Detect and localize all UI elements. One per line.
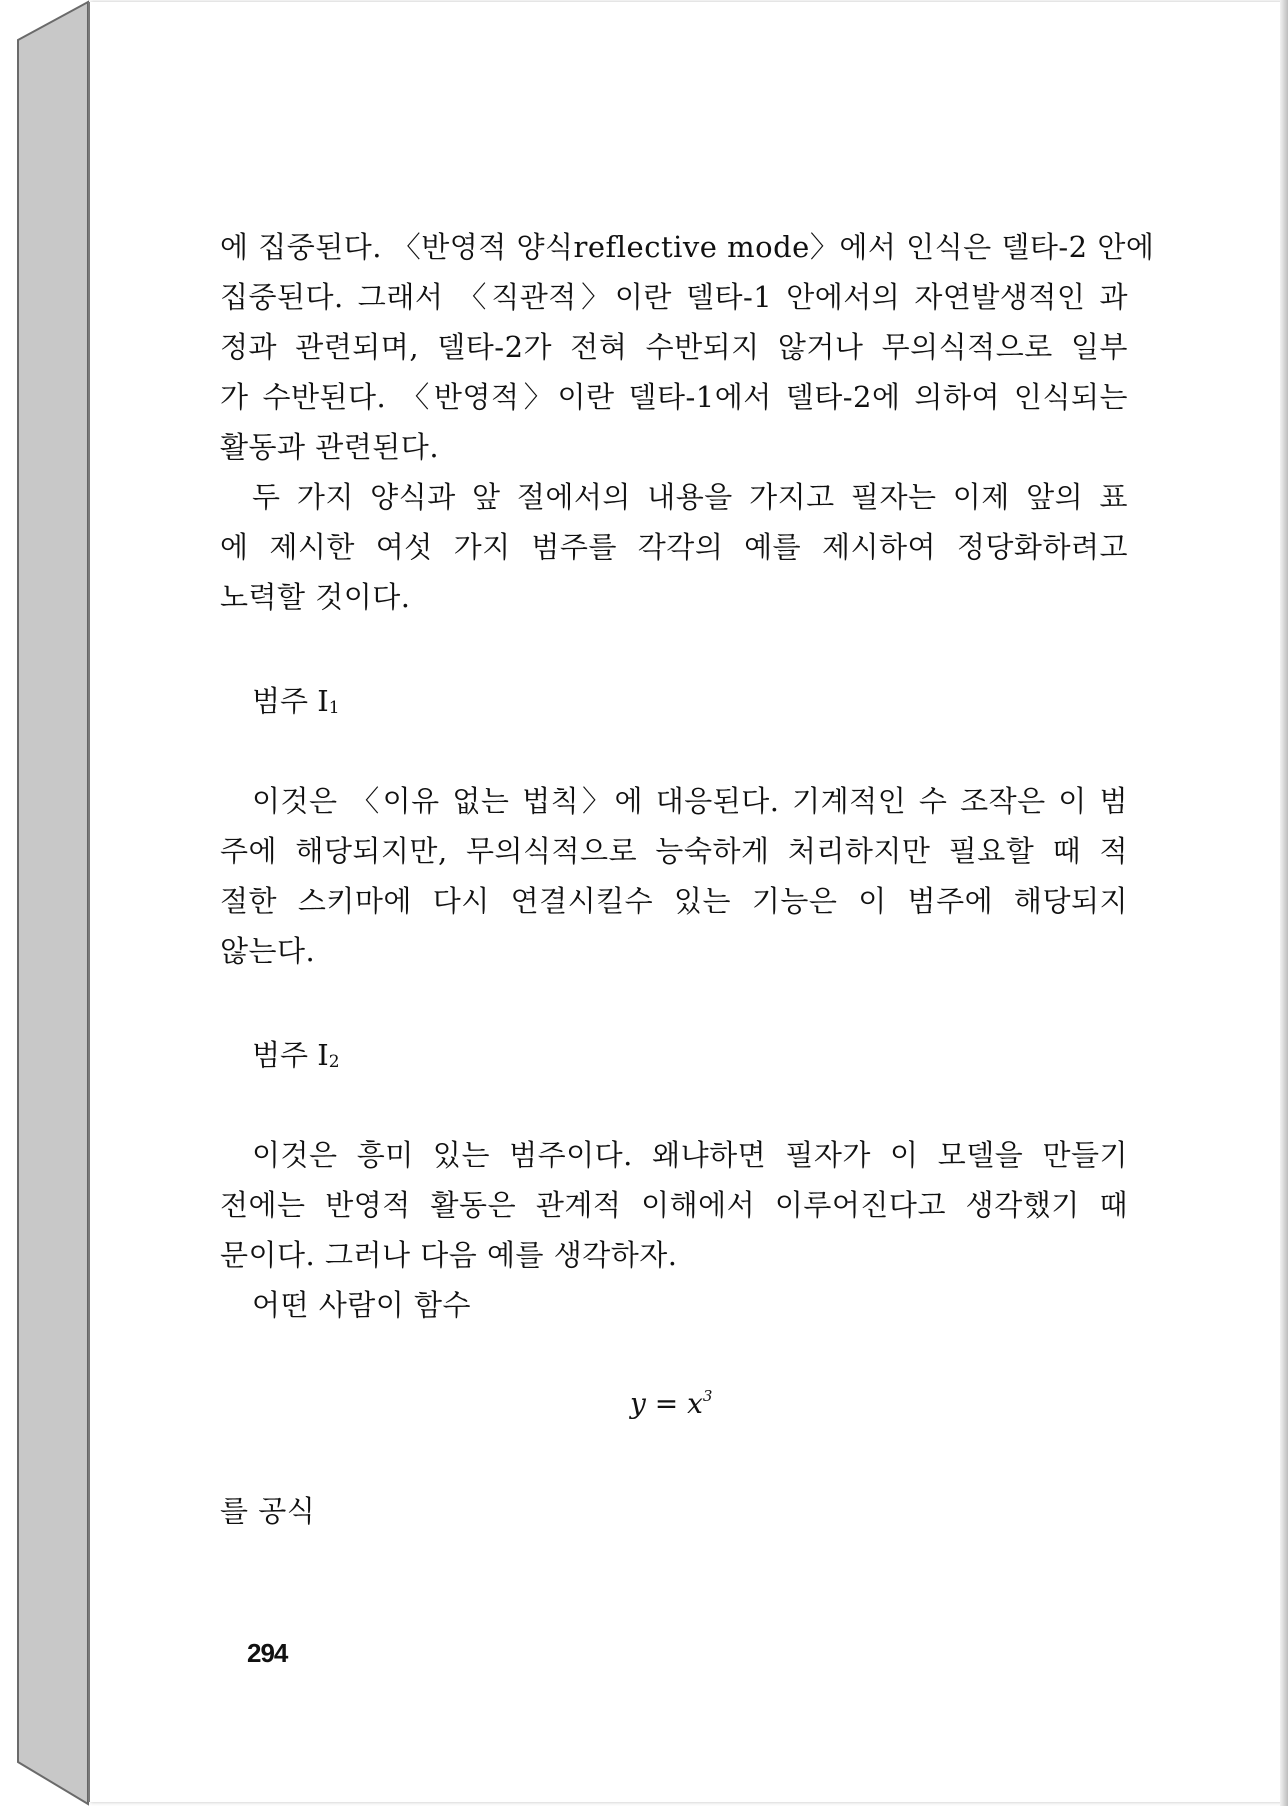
heading-text: 범주 I	[252, 1038, 329, 1072]
text-line: 않는다.	[220, 934, 316, 968]
heading-subscript: 2	[328, 1052, 340, 1072]
text-line: 두 가지 양식과 앞 절에서의 내용을 가지고 필자는 이제 앞의 표	[252, 480, 1128, 514]
section-heading-category-i2	[252, 1030, 340, 1087]
heading-subscript: 1	[328, 698, 340, 718]
page-number: 294	[247, 1638, 288, 1668]
heading-text: 범주 I	[252, 684, 329, 718]
text-line: 를 공식	[220, 1494, 316, 1528]
text-line: 에 제시한 여섯 가지 범주를 각각의 예를 제시하여 정당화하려고	[220, 530, 1128, 564]
text-line: 주에 해당되지만, 무의식적으로 능숙하게 처리하지만 필요할 때 적	[220, 834, 1128, 868]
text-line: 가 수반된다. 〈반영적〉이란 델타-1에서 델타-2에 의하여 인식되는	[220, 380, 1128, 414]
text-line: 어떤 사람이 함수	[252, 1288, 472, 1322]
text-line: 이것은 〈이유 없는 법칙〉에 대응된다. 기계적인 수 조작은 이 범	[252, 784, 1128, 818]
text-line: 활동과 관련된다.	[220, 430, 440, 464]
formula-exponent: 3	[702, 1387, 713, 1405]
text-line: 에 집중된다. 〈반영적 양식reflective mode〉에서 인식은 델타-2 안에	[220, 230, 1155, 264]
text-line: 전에는 반영적 활동은 관계적 이해에서 이루어진다고 생각했기 때	[220, 1188, 1128, 1222]
text-line: 정과 관련되며, 델타-2가 전혀 수반되지 않거나 무의식적으로 일부	[220, 330, 1128, 364]
text-line: 노력할 것이다.	[220, 580, 411, 614]
text-line: 이것은 흥미 있는 범주이다. 왜냐하면 필자가 이 모델을 만들기	[252, 1138, 1128, 1172]
page-edge-shadow	[1280, 0, 1288, 1806]
formula	[630, 1387, 712, 1420]
text-line: 절한 스키마에 다시 연결시킬수 있는 기능은 이 범주에 해당되지	[220, 884, 1128, 918]
text-line: 문이다. 그러나 다음 예를 생각하자.	[220, 1238, 678, 1272]
text-line: 집중된다. 그래서 〈직관적〉이란 델타-1 안에서의 자연발생적인 과	[220, 280, 1128, 314]
formula-text: y = x	[630, 1387, 703, 1420]
section-heading-category-i1	[252, 676, 340, 733]
